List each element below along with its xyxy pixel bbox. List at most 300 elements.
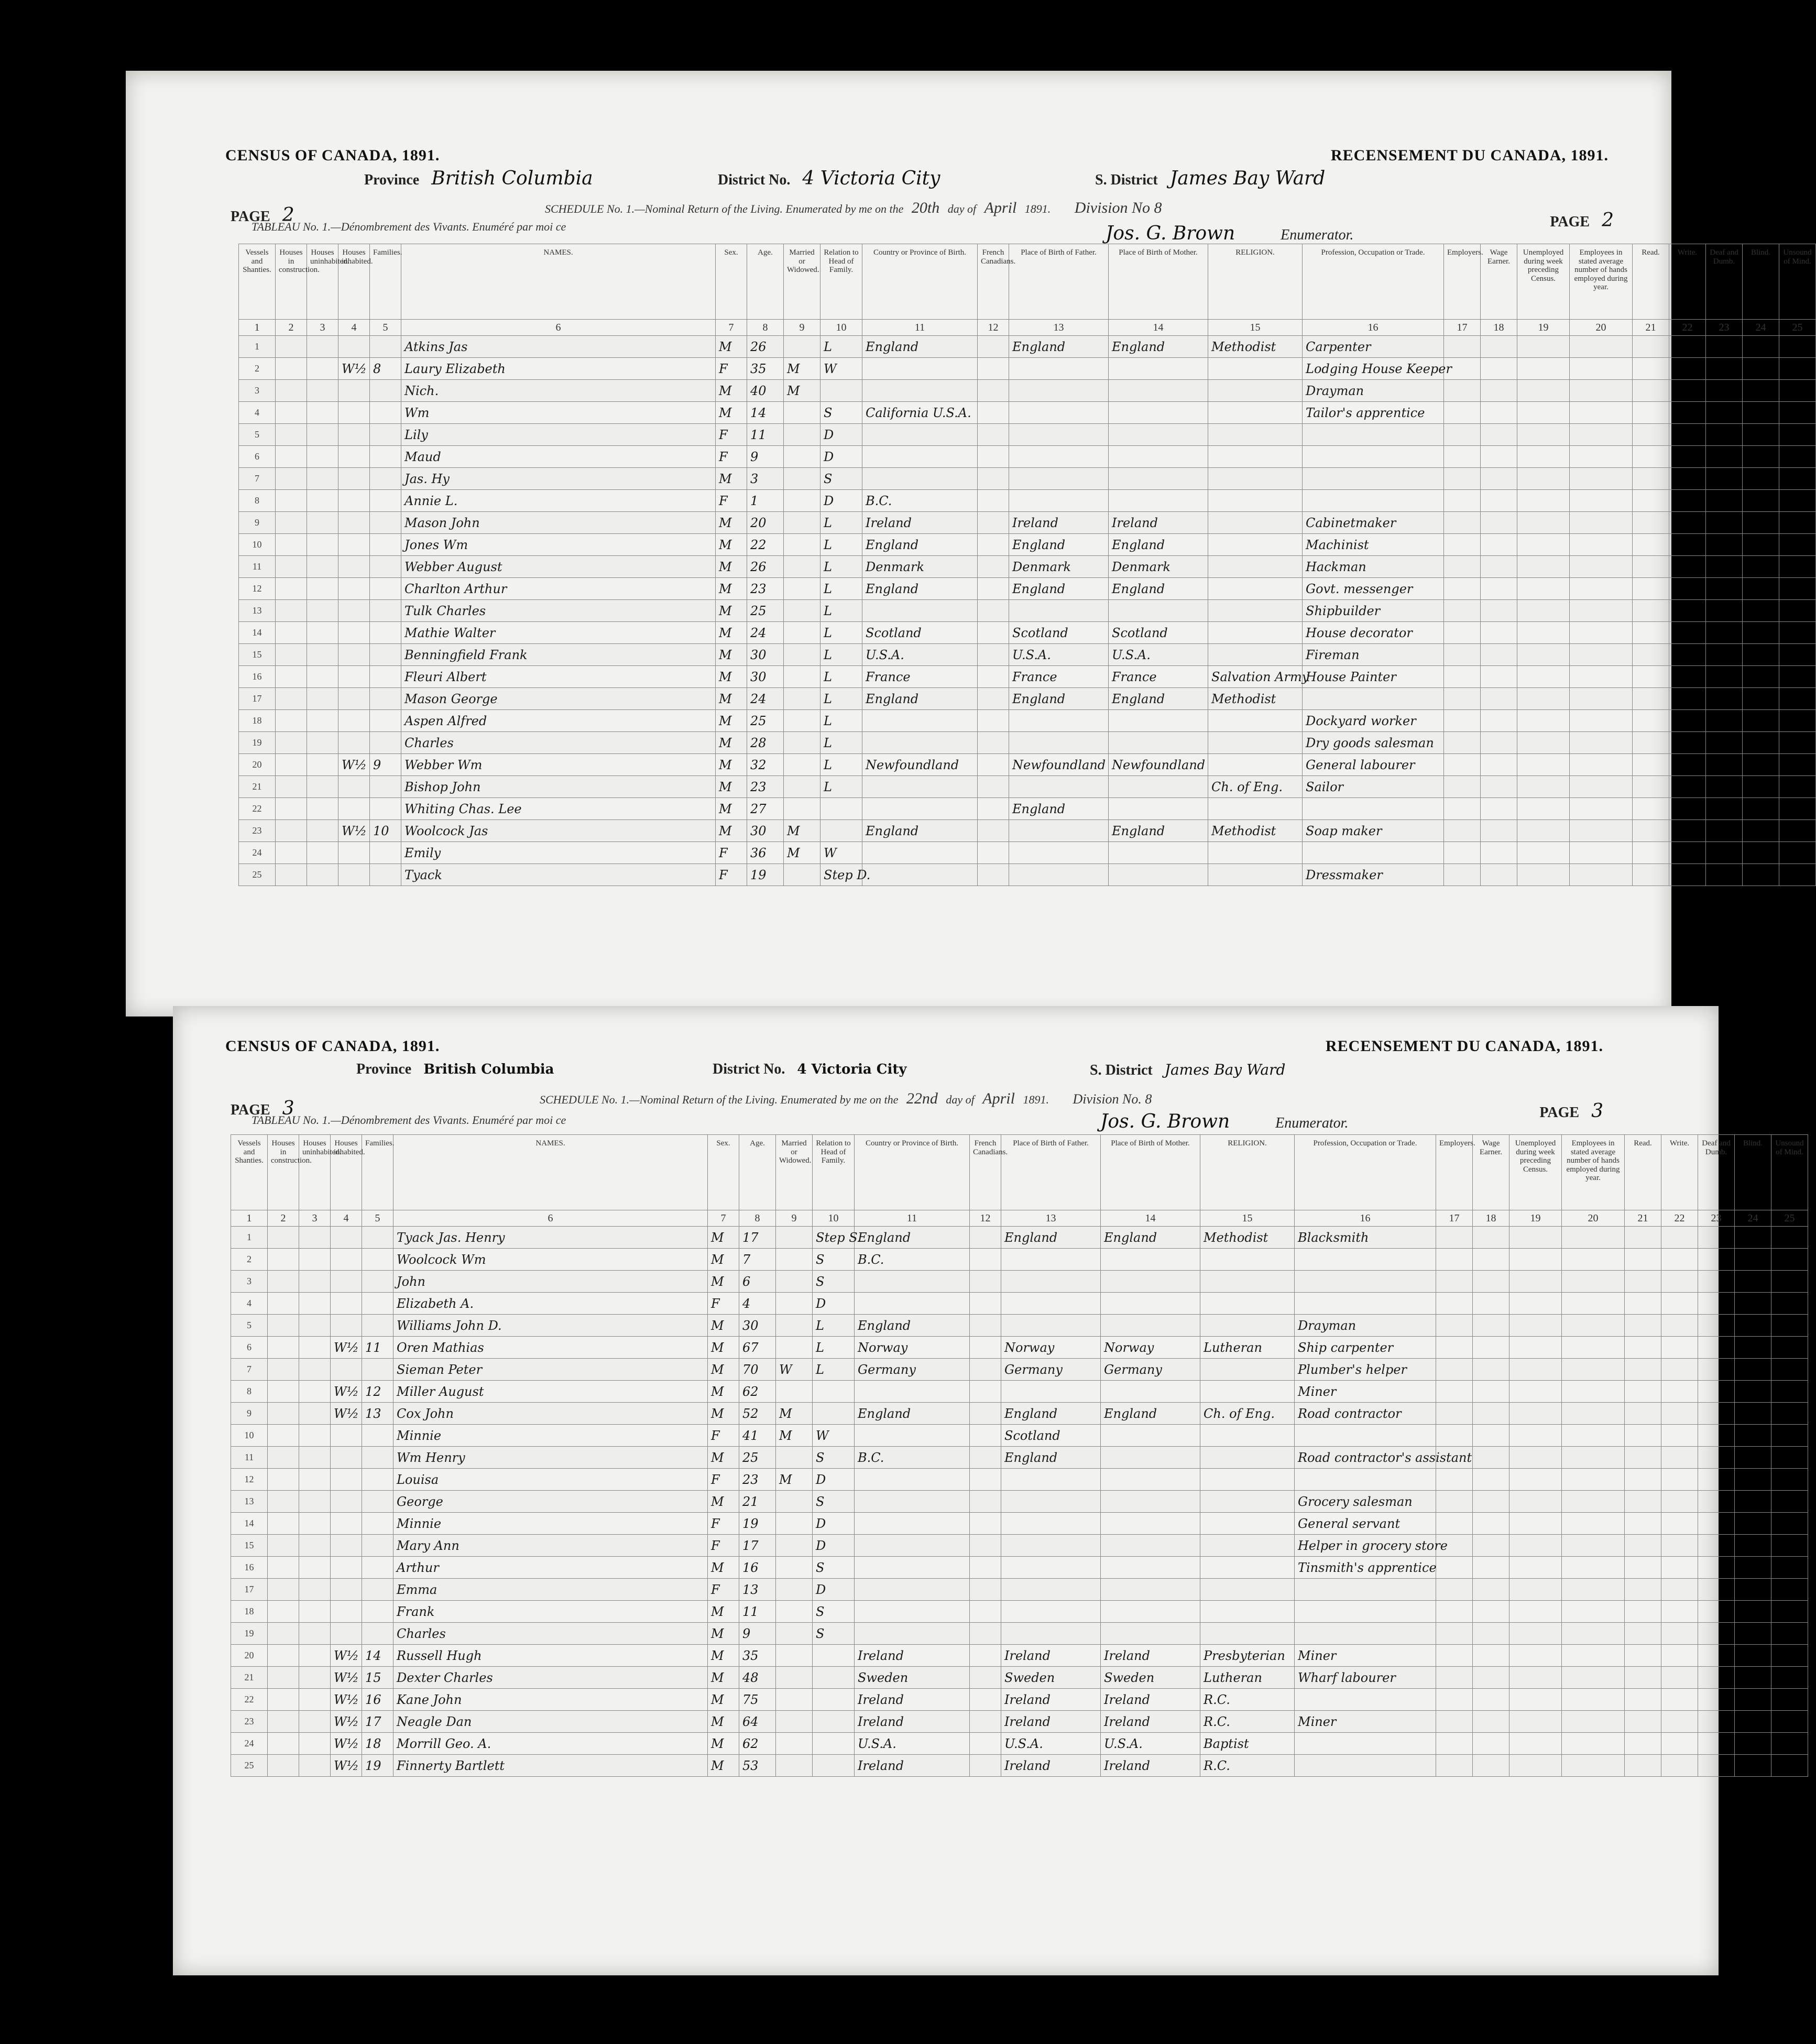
cell-empty bbox=[276, 732, 307, 754]
cell-empty bbox=[1625, 1337, 1661, 1359]
cell-mo bbox=[1101, 1249, 1200, 1271]
cell-empty bbox=[1473, 1557, 1509, 1579]
cell-fa bbox=[1001, 1469, 1101, 1491]
cell-empty bbox=[1743, 754, 1779, 776]
cell-empty bbox=[299, 1227, 331, 1249]
cell-house bbox=[331, 1315, 362, 1337]
cell-sex: M bbox=[708, 1271, 739, 1293]
cell-name: Dexter Charles bbox=[393, 1667, 708, 1689]
cell-relig: Methodist bbox=[1208, 336, 1303, 358]
cell-mar bbox=[784, 864, 821, 886]
cell-empty bbox=[1444, 446, 1481, 468]
col-header-french: French Canadians. bbox=[978, 244, 1009, 320]
cell-empty bbox=[1698, 1645, 1735, 1667]
cell-n: 17 bbox=[231, 1579, 268, 1601]
cell-mar: W bbox=[776, 1359, 813, 1381]
cell-empty bbox=[1473, 1535, 1509, 1557]
cell-relig bbox=[1200, 1579, 1295, 1601]
cell-occ: Hackman bbox=[1303, 556, 1444, 578]
cell-sex: M bbox=[716, 534, 747, 556]
cell-empty bbox=[1743, 864, 1779, 886]
table-row bbox=[239, 776, 1816, 798]
cell-empty bbox=[1735, 1535, 1771, 1557]
cell-mo: England bbox=[1109, 336, 1208, 358]
cell-empty bbox=[307, 754, 338, 776]
cell-empty bbox=[1509, 1579, 1562, 1601]
schedule-text-p3: SCHEDULE No. 1.—Nominal Return of the Living. Enumerated by me on the bbox=[540, 1093, 899, 1106]
cell-fam: 11 bbox=[362, 1337, 393, 1359]
cell-empty bbox=[1706, 380, 1743, 402]
cell-fa bbox=[1009, 776, 1109, 798]
cell-empty bbox=[299, 1293, 331, 1315]
cell-relig bbox=[1208, 710, 1303, 732]
cell-birth: U.S.A. bbox=[855, 1733, 970, 1755]
cell-age: 30 bbox=[739, 1315, 776, 1337]
table-row bbox=[231, 1579, 1808, 1601]
enum-year: 1891. bbox=[1024, 202, 1051, 215]
cell-name: Arthur bbox=[393, 1557, 708, 1579]
tableau-line-p3 bbox=[251, 1113, 566, 1127]
cell-fa bbox=[1009, 446, 1109, 468]
district-label-p3: District No. bbox=[713, 1061, 785, 1077]
cell-empty bbox=[1562, 1733, 1625, 1755]
col-number: 25 bbox=[1779, 320, 1816, 336]
cell-empty bbox=[1661, 1425, 1698, 1447]
cell-empty bbox=[1735, 1271, 1771, 1293]
cell-occ bbox=[1303, 424, 1444, 446]
cell-age: 26 bbox=[747, 556, 784, 578]
cell-empty bbox=[1771, 1337, 1808, 1359]
cell-empty bbox=[1779, 600, 1816, 622]
cell-empty bbox=[299, 1733, 331, 1755]
cell-birth: Denmark bbox=[862, 556, 978, 578]
cell-empty bbox=[978, 358, 1009, 380]
cell-age: 48 bbox=[739, 1667, 776, 1689]
cell-empty bbox=[1779, 798, 1816, 820]
cell-empty bbox=[1669, 666, 1706, 688]
cell-fa: Germany bbox=[1001, 1359, 1101, 1381]
cell-n: 1 bbox=[239, 336, 276, 358]
cell-empty bbox=[1517, 468, 1570, 490]
cell-birth: Norway bbox=[855, 1337, 970, 1359]
cell-empty bbox=[1743, 798, 1779, 820]
cell-empty bbox=[978, 534, 1009, 556]
cell-empty bbox=[1436, 1711, 1473, 1733]
cell-empty bbox=[970, 1711, 1001, 1733]
cell-fam bbox=[362, 1557, 393, 1579]
cell-empty bbox=[1735, 1645, 1771, 1667]
cell-fam bbox=[362, 1293, 393, 1315]
cell-house bbox=[338, 424, 370, 446]
cell-rel: W bbox=[821, 358, 862, 380]
cell-age: 23 bbox=[747, 776, 784, 798]
col-number: 5 bbox=[370, 320, 401, 336]
cell-empty bbox=[299, 1249, 331, 1271]
cell-birth bbox=[862, 732, 978, 754]
cell-empty bbox=[1481, 336, 1517, 358]
cell-empty bbox=[1436, 1623, 1473, 1645]
cell-occ bbox=[1295, 1271, 1436, 1293]
cell-empty bbox=[970, 1557, 1001, 1579]
col-header-employees: Employees in stated average number of hands employed during year. bbox=[1570, 244, 1633, 320]
cell-empty bbox=[1509, 1513, 1562, 1535]
cell-empty bbox=[1743, 820, 1779, 842]
table-row bbox=[231, 1447, 1808, 1469]
cell-empty bbox=[1436, 1293, 1473, 1315]
cell-empty bbox=[1509, 1667, 1562, 1689]
cell-rel: D bbox=[813, 1293, 855, 1315]
col-header-read: Read. bbox=[1633, 244, 1669, 320]
cell-empty bbox=[1669, 820, 1706, 842]
cell-fa bbox=[1001, 1381, 1101, 1403]
table-row bbox=[239, 666, 1816, 688]
table-row bbox=[239, 600, 1816, 622]
cell-empty bbox=[1698, 1601, 1735, 1623]
cell-empty bbox=[1481, 644, 1517, 666]
cell-mar: M bbox=[784, 820, 821, 842]
cell-mar bbox=[776, 1733, 813, 1755]
cell-empty bbox=[268, 1337, 299, 1359]
cell-empty bbox=[1509, 1623, 1562, 1645]
cell-n: 2 bbox=[231, 1249, 268, 1271]
cell-empty bbox=[1481, 490, 1517, 512]
col-number: 7 bbox=[716, 320, 747, 336]
cell-birth: Ireland bbox=[855, 1755, 970, 1777]
cell-empty bbox=[1735, 1447, 1771, 1469]
cell-empty bbox=[1509, 1733, 1562, 1755]
cell-empty bbox=[1743, 556, 1779, 578]
cell-empty bbox=[1481, 622, 1517, 644]
cell-name: Louisa bbox=[393, 1469, 708, 1491]
cell-house bbox=[331, 1293, 362, 1315]
cell-empty bbox=[1669, 402, 1706, 424]
cell-empty bbox=[1706, 446, 1743, 468]
cell-empty bbox=[1473, 1315, 1509, 1337]
cell-house: W½ bbox=[331, 1755, 362, 1777]
cell-n: 16 bbox=[231, 1557, 268, 1579]
cell-mar bbox=[784, 710, 821, 732]
cell-empty bbox=[1661, 1227, 1698, 1249]
cell-mo: U.S.A. bbox=[1101, 1733, 1200, 1755]
cell-empty bbox=[1743, 776, 1779, 798]
enum-day-p3: 22nd bbox=[906, 1090, 938, 1107]
cell-fa bbox=[1001, 1535, 1101, 1557]
cell-name: Kane John bbox=[393, 1689, 708, 1711]
cell-n: 10 bbox=[231, 1425, 268, 1447]
cell-empty bbox=[1669, 600, 1706, 622]
cell-empty bbox=[1779, 512, 1816, 534]
cell-empty bbox=[1743, 424, 1779, 446]
cell-fam bbox=[370, 776, 401, 798]
cell-empty bbox=[1509, 1359, 1562, 1381]
cell-empty bbox=[268, 1271, 299, 1293]
cell-mar bbox=[776, 1227, 813, 1249]
cell-mar: M bbox=[784, 380, 821, 402]
cell-relig: R.C. bbox=[1200, 1689, 1295, 1711]
cell-empty bbox=[1570, 336, 1633, 358]
cell-fam: 10 bbox=[370, 820, 401, 842]
cell-birth: England bbox=[862, 336, 978, 358]
cell-empty bbox=[299, 1535, 331, 1557]
cell-relig: Lutheran bbox=[1200, 1667, 1295, 1689]
cell-empty bbox=[1436, 1667, 1473, 1689]
cell-empty bbox=[1669, 556, 1706, 578]
cell-empty bbox=[1481, 732, 1517, 754]
cell-empty bbox=[1735, 1381, 1771, 1403]
cell-fa: Norway bbox=[1001, 1337, 1101, 1359]
cell-empty bbox=[1735, 1513, 1771, 1535]
cell-occ: House decorator bbox=[1303, 622, 1444, 644]
col-header-occupation: Profession, Occupation or Trade. bbox=[1295, 1135, 1436, 1210]
table-row bbox=[231, 1359, 1808, 1381]
cell-empty bbox=[1562, 1579, 1625, 1601]
cell-sex: M bbox=[708, 1447, 739, 1469]
col-number: 17 bbox=[1444, 320, 1481, 336]
col-header-houses_uninhab: Houses uninhabited. bbox=[307, 244, 338, 320]
cell-relig: Methodist bbox=[1208, 820, 1303, 842]
col-number: 10 bbox=[813, 1210, 855, 1227]
cell-fa: U.S.A. bbox=[1009, 644, 1109, 666]
cell-empty bbox=[1570, 688, 1633, 710]
col-number: 6 bbox=[393, 1210, 708, 1227]
cell-empty bbox=[1661, 1249, 1698, 1271]
table-row bbox=[231, 1491, 1808, 1513]
cell-relig bbox=[1200, 1425, 1295, 1447]
cell-empty bbox=[978, 644, 1009, 666]
cell-mar bbox=[776, 1601, 813, 1623]
cell-sex: M bbox=[708, 1601, 739, 1623]
cell-rel bbox=[813, 1711, 855, 1733]
cell-age: 23 bbox=[747, 578, 784, 600]
cell-age: 32 bbox=[747, 754, 784, 776]
cell-empty bbox=[1517, 666, 1570, 688]
cell-mar bbox=[776, 1315, 813, 1337]
cell-mar bbox=[784, 578, 821, 600]
cell-fa: Ireland bbox=[1009, 512, 1109, 534]
cell-fam bbox=[370, 512, 401, 534]
cell-empty bbox=[1661, 1667, 1698, 1689]
cell-sex: M bbox=[708, 1733, 739, 1755]
cell-occ bbox=[1295, 1469, 1436, 1491]
cell-empty bbox=[1517, 732, 1570, 754]
cell-age: 4 bbox=[739, 1293, 776, 1315]
cell-empty bbox=[276, 842, 307, 864]
col-header-employers: Employers. bbox=[1436, 1135, 1473, 1210]
page-number: 2 bbox=[282, 204, 294, 226]
cell-house: W½ bbox=[331, 1689, 362, 1711]
cell-house bbox=[338, 336, 370, 358]
cell-empty bbox=[1481, 710, 1517, 732]
cell-relig bbox=[1208, 512, 1303, 534]
table-row bbox=[231, 1337, 1808, 1359]
cell-empty bbox=[1436, 1403, 1473, 1425]
cell-n: 2 bbox=[239, 358, 276, 380]
table-row bbox=[231, 1645, 1808, 1667]
cell-fam bbox=[370, 864, 401, 886]
cell-empty bbox=[1562, 1425, 1625, 1447]
cell-fa: England bbox=[1009, 798, 1109, 820]
cell-mar bbox=[784, 424, 821, 446]
cell-mar bbox=[776, 1755, 813, 1777]
cell-fa bbox=[1001, 1579, 1101, 1601]
cell-empty bbox=[1562, 1755, 1625, 1777]
cell-n: 10 bbox=[239, 534, 276, 556]
cell-empty bbox=[299, 1645, 331, 1667]
cell-rel: S bbox=[813, 1601, 855, 1623]
cell-birth bbox=[855, 1271, 970, 1293]
cell-house bbox=[331, 1447, 362, 1469]
table-row bbox=[239, 798, 1816, 820]
cell-mo: U.S.A. bbox=[1109, 644, 1208, 666]
cell-empty bbox=[1473, 1689, 1509, 1711]
cell-mar bbox=[784, 512, 821, 534]
cell-empty bbox=[1661, 1491, 1698, 1513]
cell-empty bbox=[1570, 842, 1633, 864]
cell-n: 17 bbox=[239, 688, 276, 710]
cell-house bbox=[338, 534, 370, 556]
table-row bbox=[231, 1513, 1808, 1535]
cell-empty bbox=[1562, 1447, 1625, 1469]
cell-empty bbox=[1771, 1645, 1808, 1667]
cell-empty bbox=[1669, 754, 1706, 776]
cell-empty bbox=[1779, 468, 1816, 490]
cell-n: 20 bbox=[231, 1645, 268, 1667]
cell-empty bbox=[1562, 1293, 1625, 1315]
cell-sex: M bbox=[708, 1227, 739, 1249]
cell-empty bbox=[1509, 1711, 1562, 1733]
cell-empty bbox=[970, 1403, 1001, 1425]
col-number: 7 bbox=[708, 1210, 739, 1227]
cell-sex: M bbox=[716, 820, 747, 842]
cell-rel: L bbox=[821, 666, 862, 688]
cell-rel: S bbox=[813, 1249, 855, 1271]
cell-mo: England bbox=[1101, 1227, 1200, 1249]
cell-birth bbox=[862, 358, 978, 380]
cell-empty bbox=[978, 490, 1009, 512]
cell-empty bbox=[276, 864, 307, 886]
cell-empty bbox=[1444, 622, 1481, 644]
cell-empty bbox=[1779, 732, 1816, 754]
cell-house bbox=[338, 644, 370, 666]
cell-rel bbox=[821, 380, 862, 402]
cell-empty bbox=[1436, 1381, 1473, 1403]
cell-empty bbox=[1517, 820, 1570, 842]
cell-mo bbox=[1101, 1491, 1200, 1513]
cell-empty bbox=[1743, 578, 1779, 600]
cell-occ: Miner bbox=[1295, 1711, 1436, 1733]
cell-fa: Scotland bbox=[1009, 622, 1109, 644]
cell-empty bbox=[268, 1491, 299, 1513]
cell-occ: Cabinetmaker bbox=[1303, 512, 1444, 534]
cell-empty bbox=[970, 1469, 1001, 1491]
cell-empty bbox=[1436, 1557, 1473, 1579]
cell-name: Cox John bbox=[393, 1403, 708, 1425]
table-row bbox=[231, 1227, 1808, 1249]
col-header-deaf: Deaf and Dumb. bbox=[1698, 1135, 1735, 1210]
province-label: Province bbox=[364, 172, 420, 188]
cell-mar bbox=[776, 1579, 813, 1601]
cell-house: W½ bbox=[331, 1337, 362, 1359]
cell-empty bbox=[1517, 556, 1570, 578]
cell-empty bbox=[1735, 1623, 1771, 1645]
cell-age: 35 bbox=[747, 358, 784, 380]
cell-fa bbox=[1001, 1623, 1101, 1645]
schedule-line bbox=[545, 199, 1162, 217]
cell-age: 24 bbox=[747, 688, 784, 710]
cell-house bbox=[338, 688, 370, 710]
cell-rel: L bbox=[821, 776, 862, 798]
cell-rel: L bbox=[821, 688, 862, 710]
census-table-page-3 bbox=[231, 1134, 1808, 1777]
cell-n: 25 bbox=[231, 1755, 268, 1777]
cell-empty bbox=[1698, 1271, 1735, 1293]
cell-sex: M bbox=[708, 1557, 739, 1579]
cell-fam bbox=[370, 644, 401, 666]
cell-empty bbox=[1669, 710, 1706, 732]
cell-empty bbox=[1779, 556, 1816, 578]
cell-n: 15 bbox=[231, 1535, 268, 1557]
cell-empty bbox=[268, 1381, 299, 1403]
cell-empty bbox=[1771, 1623, 1808, 1645]
cell-empty bbox=[1481, 688, 1517, 710]
cell-empty bbox=[268, 1249, 299, 1271]
cell-empty bbox=[1661, 1293, 1698, 1315]
cell-empty bbox=[1473, 1447, 1509, 1469]
cell-empty bbox=[299, 1315, 331, 1337]
cell-n: 12 bbox=[239, 578, 276, 600]
cell-relig bbox=[1200, 1271, 1295, 1293]
cell-empty bbox=[1669, 776, 1706, 798]
sdistrict-label-p3: S. District bbox=[1090, 1062, 1153, 1078]
cell-empty bbox=[1473, 1425, 1509, 1447]
cell-empty bbox=[1661, 1579, 1698, 1601]
cell-occ: Blacksmith bbox=[1295, 1227, 1436, 1249]
cell-fa bbox=[1009, 864, 1109, 886]
cell-empty bbox=[970, 1315, 1001, 1337]
cell-empty bbox=[1771, 1469, 1808, 1491]
schedule-line-p3 bbox=[540, 1090, 1152, 1108]
cell-age: 30 bbox=[747, 644, 784, 666]
cell-house bbox=[331, 1601, 362, 1623]
cell-empty bbox=[1779, 490, 1816, 512]
cell-empty bbox=[307, 380, 338, 402]
cell-age: 19 bbox=[747, 864, 784, 886]
cell-occ bbox=[1295, 1755, 1436, 1777]
cell-birth: England bbox=[855, 1315, 970, 1337]
cell-empty bbox=[1570, 534, 1633, 556]
cell-empty bbox=[268, 1623, 299, 1645]
cell-empty bbox=[276, 358, 307, 380]
census-page-2 bbox=[126, 71, 1812, 1016]
cell-birth: Ireland bbox=[855, 1689, 970, 1711]
cell-empty bbox=[978, 336, 1009, 358]
cell-mar: M bbox=[776, 1403, 813, 1425]
cell-empty bbox=[1562, 1689, 1625, 1711]
cell-empty bbox=[1661, 1469, 1698, 1491]
cell-empty bbox=[1625, 1293, 1661, 1315]
cell-empty bbox=[1633, 534, 1669, 556]
col-number: 5 bbox=[362, 1210, 393, 1227]
cell-empty bbox=[1444, 666, 1481, 688]
col-number: 24 bbox=[1735, 1210, 1771, 1227]
cell-empty bbox=[1735, 1293, 1771, 1315]
cell-fam bbox=[362, 1491, 393, 1513]
cell-empty bbox=[276, 776, 307, 798]
cell-house bbox=[331, 1227, 362, 1249]
cell-empty bbox=[1481, 820, 1517, 842]
cell-empty bbox=[1509, 1403, 1562, 1425]
district-value: 4 Victoria City bbox=[802, 168, 940, 189]
